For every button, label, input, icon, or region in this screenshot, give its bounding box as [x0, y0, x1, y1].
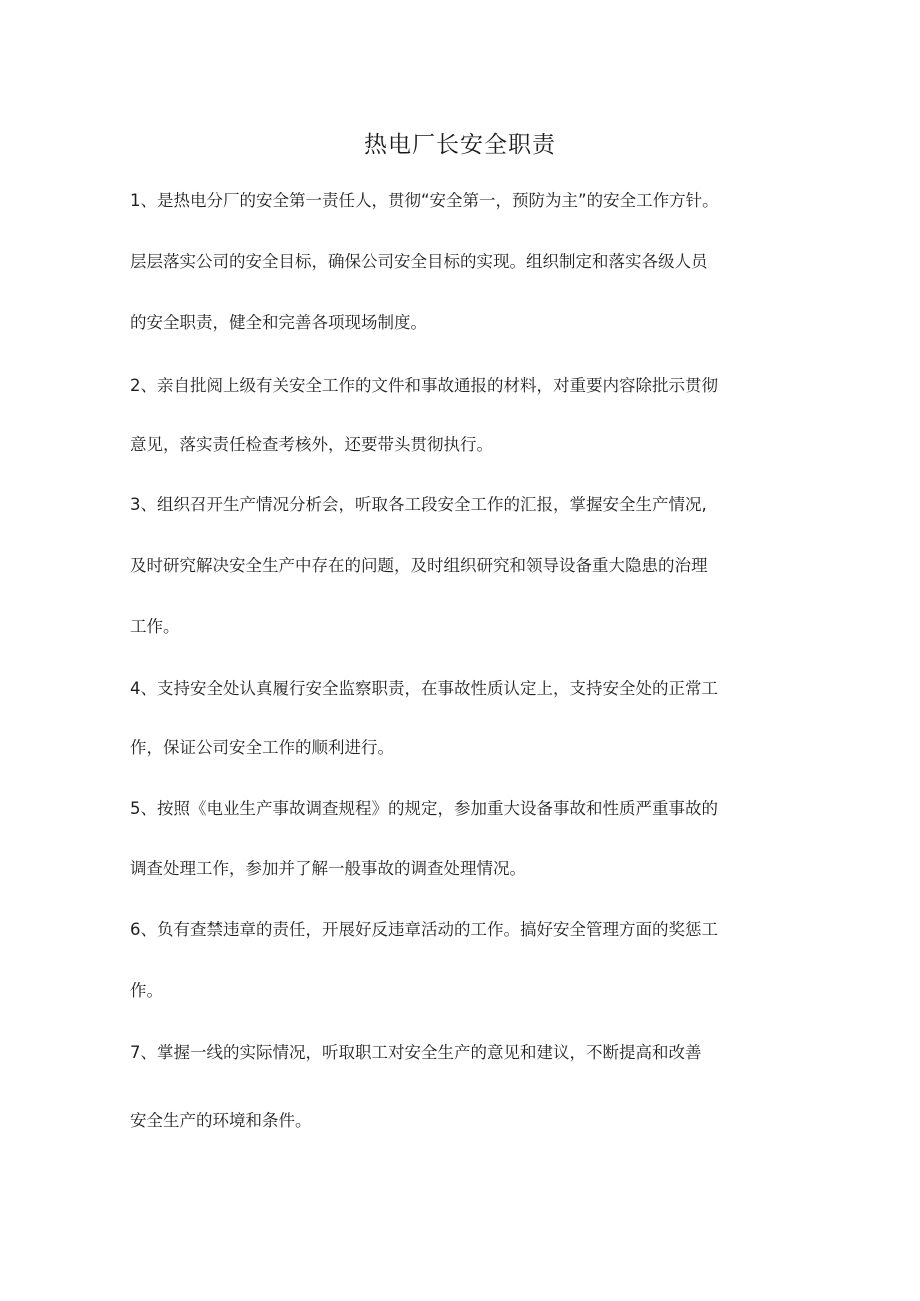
- paragraph-3-line-1: 3、组织召开生产情况分析会，听取各工段安全工作的汇报，掌握安全生产情况,: [130, 495, 707, 514]
- paragraph-5-line-2: 调查处理工作，参加并了解一般事故的调查处理情况。: [130, 859, 526, 878]
- paragraph-3-line-2: 及时研究解决安全生产中存在的问题，及时组织研究和领导设备重大隐患的治理: [130, 556, 708, 575]
- paragraph-1-line-1: 1、是热电分厂的安全第一责任人，贯彻“安全第一，预防为主”的安全工作方针。: [130, 191, 719, 210]
- paragraph-5-line-1: 5、按照《电业生产事故调查规程》的规定，参加重大设备事故和性质严重事故的: [130, 799, 718, 818]
- paragraph-7-line-1: 7、掌握一线的实际情况，听取职工对安全生产的意见和建议，不断提高和改善: [130, 1043, 702, 1062]
- paragraph-6-line-2: 作。: [130, 981, 163, 1000]
- paragraph-4-line-2: 作，保证公司安全工作的顺利进行。: [130, 738, 394, 757]
- paragraph-7-line-2: 安全生产的环境和条件。: [130, 1111, 312, 1130]
- paragraph-1-line-2: 层层落实公司的安全目标，确保公司安全目标的实现。组织制定和落实各级人员: [130, 252, 708, 271]
- paragraph-2-line-1: 2、亲自批阅上级有关安全工作的文件和事故通报的材料，对重要内容除批示贯彻: [130, 376, 718, 395]
- document-title: 热电厂长安全职责: [364, 132, 556, 158]
- paragraph-2-line-2: 意见，落实责任检查考核外，还要带头贯彻执行。: [130, 435, 493, 454]
- paragraph-4-line-1: 4、支持安全处认真履行安全监察职责，在事故性质认定上，支持安全处的正常工: [130, 679, 718, 698]
- paragraph-6-line-1: 6、负有查禁违章的责任，开展好反违章活动的工作。搞好安全管理方面的奖惩工: [130, 920, 718, 939]
- paragraph-3-line-3: 工作。: [130, 617, 180, 636]
- paragraph-1-line-3: 的安全职责，健全和完善各项现场制度。: [130, 313, 427, 332]
